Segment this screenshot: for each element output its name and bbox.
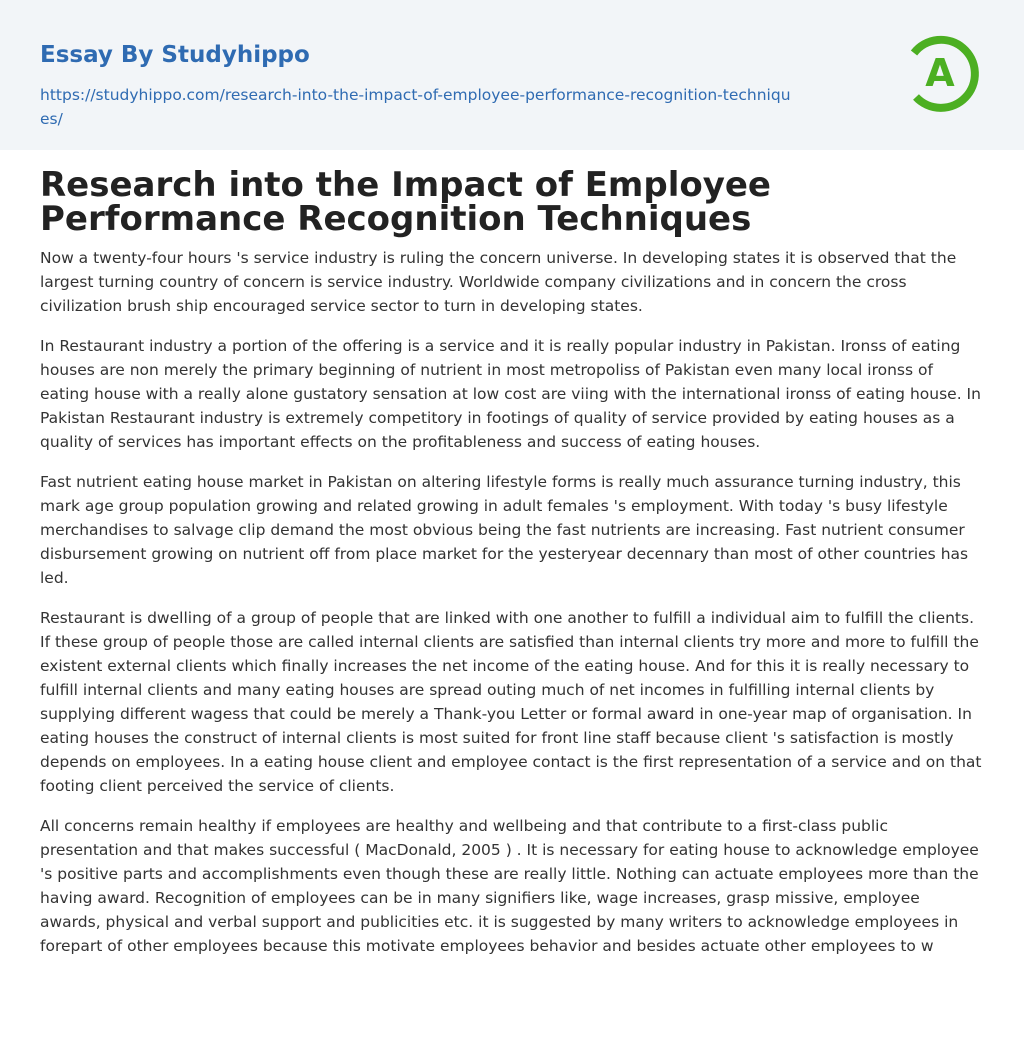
- logo-ring-icon: [898, 29, 986, 117]
- essay-title: Research into the Impact of Employee Performance Recognition Techniques: [40, 165, 771, 239]
- essay-paragraph-4: Restaurant is dwelling of a group of people that are linked with one another to fulfill a individual aim to fulfill the clients. If these group of people those are called internal clients are satisfied than internal clients try more and more to fulfill the existent external clients which finally increases the net income of the eating house. And for this it is really necessary to fulfill internal clients and many eating houses are spread outing much of net incomes in fulfilling internal clients by supplying different wagess that could be merely a Thank-you Letter or formal award in one-year map of organisation. In eating houses the construct of internal clients is most suited for front line staff because client 's satisfaction is mostly depends on employees. In a eating house client and employee contact is the first representation of a service and on that footing client perceived the service of clients.: [40, 609, 982, 795]
- source-url-link[interactable]: https://studyhippo.com/research-into-the-impact-of-employee-performance-recognition-techniques/: [40, 86, 791, 128]
- brand-title: Essay By Studyhippo: [40, 42, 310, 68]
- essay-paragraph-5: All concerns remain healthy if employees are healthy and wellbeing and that contribute to a first-class public presentation and that makes successful ( MacDonald, 2005 ) . It is necessary for eating house to acknowledge employee 's positive parts and accomplishments even though these are really little. Nothing can actuate employees more than the having award. Recognition of employees can be in many signifiers like, wage increases, grasp missive, employee awards, physical and verbal support and publicities etc. it is suggested by many writers to acknowledge employees in forepart of other employees because this motivate employees behavior and besides actuate other employees to w: [40, 817, 979, 955]
- essay-paragraph-1: Now a twenty-four hours 's service industry is ruling the concern universe. In developing states it is observed that the largest turning country of concern is service industry. Worldwide company civilizations and in concern the cross civilization brush ship encouraged service sector to turn in developing states.: [40, 249, 957, 315]
- studyhippo-logo-icon[interactable]: [898, 29, 986, 117]
- page-header: [0, 0, 1024, 150]
- essay-content: [0, 150, 1024, 958]
- essay-paragraph-2: In Restaurant industry a portion of the offering is a service and it is really popular industry in Pakistan. Ironss of eating houses are non merely the primary beginning of nutrient in most metropoliss of Pakistan even many local ironss of eating house with a really alone gustatory sensation at low cost are viing with the international ironss of eating house. In Pakistan Restaurant industry is extremely competitory in footings of quality of service provided by eating houses as a quality of services has important effects on the profitableness and success of eating houses.: [40, 337, 981, 451]
- essay-paragraph-3: Fast nutrient eating house market in Pakistan on altering lifestyle forms is really much assurance turning industry, this mark age group population growing and related growing in adult females 's employment. With today 's busy lifestyle merchandises to salvage clip demand the most obvious being the fast nutrients are increasing. Fast nutrient consumer disbursement growing on nutrient off from place market for the yesteryear decennary than most of other countries has led.: [40, 473, 969, 587]
- logo-letter: A: [925, 51, 955, 95]
